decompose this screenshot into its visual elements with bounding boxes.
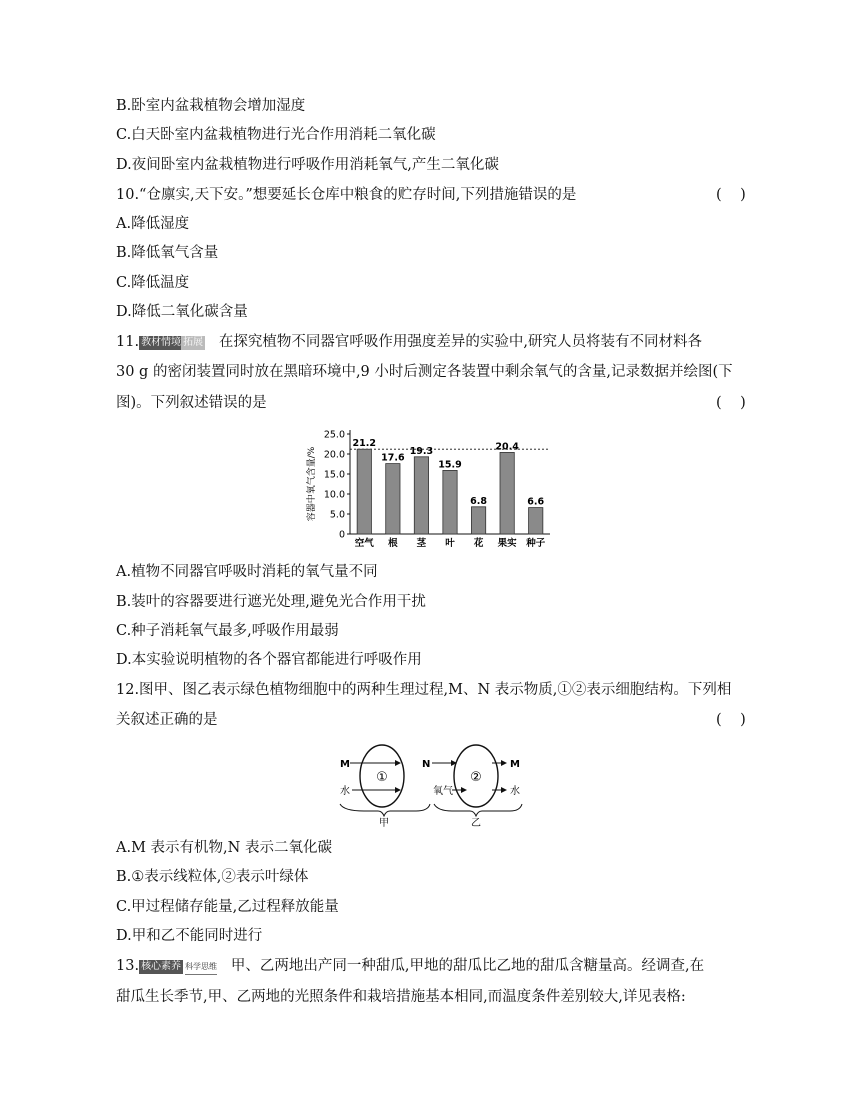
q11-stem-line-2: 30 g 的密闭装置同时放在黑暗环境中,9 小时后测定各装置中剩余氧气的含量,记录数据并绘图(下	[116, 364, 733, 380]
q9-option-d: D.夜间卧室内盆栽植物进行呼吸作用消耗氧气,产生二氧化碳	[116, 157, 499, 173]
q11-number: 11.	[116, 334, 140, 350]
q11-option-b: B.装叶的容器要进行遮光处理,避免光合作用干扰	[116, 594, 426, 610]
q10-option-c: C.降低温度	[116, 275, 190, 291]
q13-number: 13.	[116, 958, 140, 974]
q12-stem-line-2: 关叙述正确的是	[116, 712, 218, 728]
x-tick-label: 茎	[416, 538, 427, 549]
q12-answer-paren: ( )	[716, 712, 746, 728]
q11-stem-line-1	[116, 332, 702, 352]
x-tick-label: 花	[473, 538, 484, 549]
bar	[500, 452, 514, 534]
q11-option-d: D.本实验说明植物的各个器官都能进行呼吸作用	[116, 652, 422, 668]
bar-value-label: 19.3	[409, 445, 434, 457]
label-jia: 甲	[379, 818, 389, 828]
q10-option-d: D.降低二氧化碳含量	[116, 304, 248, 320]
q13-badge-core: 核心素养	[141, 961, 182, 972]
q13-badge-thinking: 科学思维	[185, 960, 217, 975]
y-tick-label: 0	[338, 529, 345, 541]
brace-jia	[340, 804, 430, 816]
cell-process-diagram	[330, 736, 540, 828]
y-axis-label: 容器中氧气含量/%	[307, 446, 317, 522]
oxygen-mid-label: 氧气	[433, 786, 453, 797]
q11-stem-line-3: 图)。下列叙述错误的是	[116, 395, 267, 411]
x-tick-label: 叶	[445, 538, 455, 549]
bar-value-label: 21.2	[352, 438, 377, 450]
q9-option-c: C.白天卧室内盆栽植物进行光合作用消耗二氧化碳	[116, 127, 436, 143]
bar	[414, 457, 428, 534]
q12-stem-line-1: 12.图甲、图乙表示绿色植物细胞中的两种生理过程,M、N 表示物质,①②表示细胞结构。下列相	[116, 682, 732, 698]
q13-stem-text-1: 甲、乙两地出产同一种甜瓜,甲地的甜瓜比乙地的甜瓜含糖量高。经调查,在	[230, 958, 705, 974]
q11-option-a: A.植物不同器官呼吸时消耗的氧气量不同	[116, 564, 378, 580]
structure-1-label: ①	[376, 770, 388, 785]
bar	[357, 449, 371, 534]
bar-value-label: 17.6	[381, 452, 405, 464]
bar	[443, 470, 457, 534]
label-yi: 乙	[471, 818, 481, 828]
x-tick-label: 果实	[497, 538, 517, 549]
q10-option-b: B.降低氧气含量	[116, 245, 219, 261]
water-right-label: 水	[510, 786, 520, 797]
q11-option-c: C.种子消耗氧气最多,呼吸作用最弱	[116, 623, 339, 639]
q10-option-a: A.降低湿度	[116, 216, 190, 232]
q11-badge-extension: 拓展	[183, 337, 204, 348]
q11-answer-paren: ( )	[716, 395, 746, 411]
q12-option-c: C.甲过程储存能量,乙过程释放能量	[116, 899, 339, 915]
y-tick-label: 15.0	[323, 469, 345, 481]
q12-option-b: B.①表示线粒体,②表示叶绿体	[116, 869, 309, 885]
bar-value-label: 20.4	[495, 441, 519, 453]
m-right-label: M	[510, 759, 520, 770]
m-left-label: M	[340, 759, 350, 770]
bar	[471, 507, 485, 534]
water-left-label: 水	[340, 786, 350, 797]
q13-stem-line-1	[116, 956, 704, 976]
x-tick-label: 空气	[354, 538, 374, 549]
y-tick-label: 10.0	[323, 489, 345, 501]
q13-stem-line-2: 甜瓜生长季节,甲、乙两地的光照条件和栽培措施基本相同,而温度条件差别较大,详见表格:	[116, 989, 686, 1005]
structure-2-label: ②	[470, 770, 482, 785]
y-tick-label: 20.0	[323, 449, 345, 461]
bar	[529, 508, 543, 534]
q11-stem-text-1: 在探究植物不同器官呼吸作用强度差异的实验中,研究人员将装有不同材料各	[218, 334, 702, 350]
y-tick-label: 25.0	[323, 429, 345, 441]
n-mid-label: N	[422, 759, 431, 770]
y-tick-label: 5.0	[329, 509, 345, 521]
oxygen-bar-chart	[300, 420, 560, 555]
q9-option-b: B.卧室内盆栽植物会增加湿度	[116, 98, 306, 114]
bar-value-label: 15.9	[438, 459, 462, 471]
q10-answer-paren: ( )	[716, 187, 746, 203]
bar-value-label: 6.8	[470, 495, 487, 507]
q11-badge-textbook: 教材情境	[141, 337, 182, 348]
q10-stem: 10.“仓廪实,天下安。”想要延长仓库中粮食的贮存时间,下列措施错误的是	[116, 187, 577, 203]
x-tick-label: 种子	[526, 538, 546, 549]
q12-option-a: A.M 表示有机物,N 表示二氧化碳	[116, 840, 332, 856]
bar	[386, 464, 400, 534]
bar-value-label: 6.6	[527, 496, 545, 508]
q12-option-d: D.甲和乙不能同时进行	[116, 928, 263, 944]
x-tick-label: 根	[388, 538, 398, 549]
brace-yi	[434, 804, 522, 816]
